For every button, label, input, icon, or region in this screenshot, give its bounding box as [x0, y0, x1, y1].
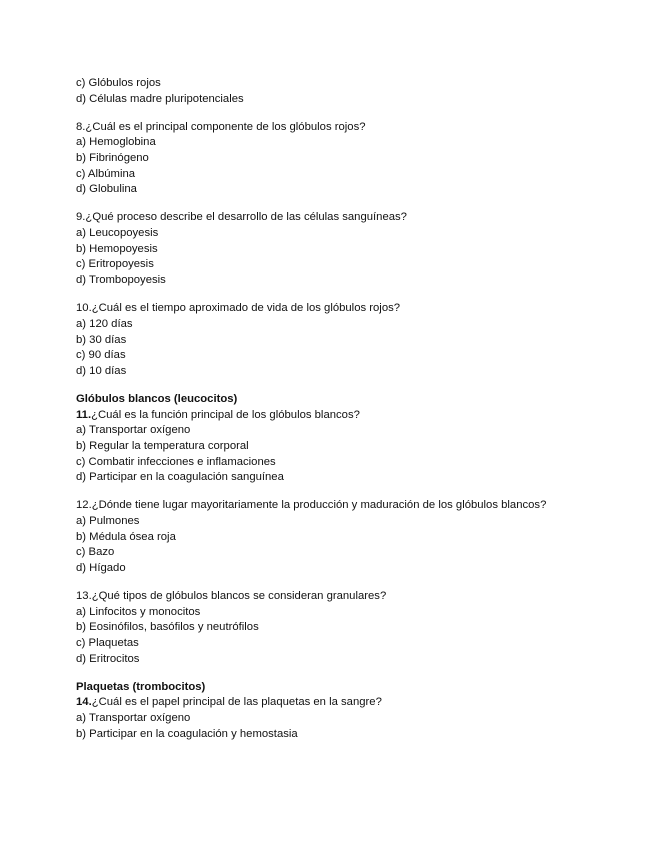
- question-number: 14.: [76, 696, 92, 709]
- question-8: [76, 120, 636, 198]
- option-d: d) Células madre pluripotenciales: [76, 92, 244, 105]
- option-c: c) Plaquetas: [76, 637, 139, 650]
- section-trombocitos: [76, 680, 636, 743]
- question-9: [76, 210, 636, 288]
- option-b: b) Médula ósea roja: [76, 530, 176, 543]
- option-d: d) Participar en la coagulación sanguínea: [76, 471, 284, 484]
- document-page: [76, 76, 636, 755]
- option-c: c) Glóbulos rojos: [76, 77, 161, 89]
- question-number: 11.: [76, 408, 92, 421]
- option-b: b) Eosinófilos, basófilos y neutrófilos: [76, 621, 259, 634]
- option-d: d) 10 días: [76, 364, 127, 377]
- option-b: b) Hemopoyesis: [76, 242, 158, 255]
- section-leucocitos: [76, 392, 636, 486]
- option-a: a) Pulmones: [76, 514, 140, 527]
- question-11-text: [76, 408, 636, 424]
- question-text: 13.¿Qué tipos de glóbulos blancos se consideran granulares?: [76, 590, 387, 603]
- question-text: ¿Cuál es el papel principal de las plaquetas en la sangre?: [91, 696, 382, 709]
- option-a: a) 120 días: [76, 317, 133, 330]
- option-c: c) Combatir infecciones e inflamaciones: [76, 455, 276, 468]
- option-a: a) Leucopoyesis: [76, 227, 159, 240]
- option-b: b) Fibrinógeno: [76, 152, 149, 165]
- option-b: b) Regular la temperatura corporal: [76, 439, 249, 452]
- question-10: [76, 301, 636, 379]
- question-text: 12.¿Dónde tiene lugar mayoritariamente la producción y maduración de los glóbulos blancos?: [76, 499, 547, 512]
- option-c: c) Bazo: [76, 546, 115, 559]
- option-a: a) Transportar oxígeno: [76, 712, 191, 725]
- option-d: d) Eritrocitos: [76, 652, 140, 665]
- option-d: d) Trombopoyesis: [76, 274, 166, 287]
- option-c: c) Albúmina: [76, 167, 136, 180]
- question-13: [76, 589, 636, 667]
- option-a: a) Transportar oxígeno: [76, 424, 191, 437]
- question-text: ¿Cuál es la función principal de los glóbulos blancos?: [91, 408, 360, 421]
- question-7-continuation: [76, 76, 636, 107]
- section-heading: Glóbulos blancos (leucocitos): [76, 392, 238, 405]
- question-text: 8.¿Cuál es el principal componente de los glóbulos rojos?: [76, 120, 366, 133]
- question-14-text: [76, 695, 636, 711]
- option-c: c) Eritropoyesis: [76, 258, 154, 271]
- question-text: 10.¿Cuál es el tiempo aproximado de vida de los glóbulos rojos?: [76, 302, 401, 315]
- option-a: a) Linfocitos y monocitos: [76, 605, 201, 618]
- option-c: c) 90 días: [76, 349, 126, 362]
- option-d: d) Hígado: [76, 562, 126, 575]
- option-a: a) Hemoglobina: [76, 136, 156, 149]
- question-text: 9.¿Qué proceso describe el desarrollo de las células sanguíneas?: [76, 211, 407, 224]
- option-b: b) Participar en la coagulación y hemostasia: [76, 727, 298, 740]
- option-d: d) Globulina: [76, 183, 137, 196]
- section-heading: Plaquetas (trombocitos): [76, 680, 206, 693]
- question-12: [76, 498, 636, 576]
- option-b: b) 30 días: [76, 333, 127, 346]
